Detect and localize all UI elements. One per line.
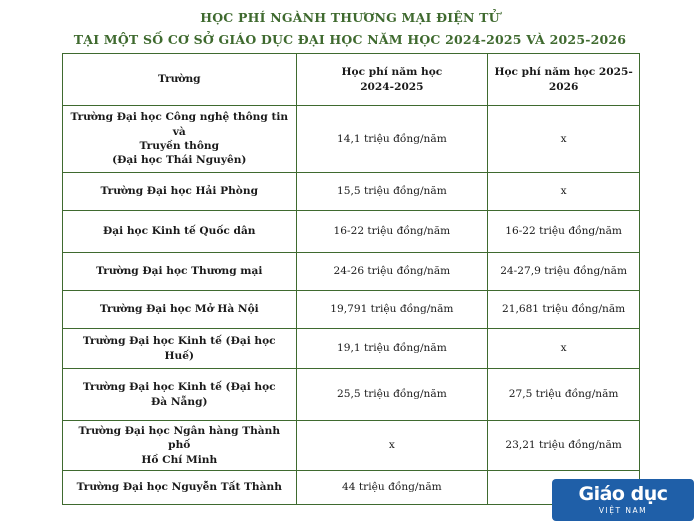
fee-2025-cell: 16-22 triệu đồng/năm [488, 211, 640, 253]
school-name-cell: Đại học Kinh tế Quốc dân [63, 211, 297, 253]
table-row [63, 211, 640, 253]
school-name-cell: Trường Đại học Công nghệ thông tin và Truyền thông (Đại học Thái Nguyên) [63, 106, 297, 173]
table-row [63, 329, 640, 369]
giaoduc-watermark-logo: Giáo dục VIỆT NAM [552, 479, 694, 521]
header-fee-2024: Học phí năm học 2024-2025 [296, 54, 488, 106]
header-school: Trường [63, 54, 297, 106]
fee-2024-cell: 44 triệu đồng/năm [296, 471, 488, 505]
fee-2024-cell: 19,1 triệu đồng/năm [296, 329, 488, 369]
fee-2024-cell: 16-22 triệu đồng/năm [296, 211, 488, 253]
school-name-cell: Trường Đại học Kinh tế (Đại học Huế) [63, 329, 297, 369]
fee-2025-cell: x [488, 106, 640, 173]
fee-2024-cell: 25,5 triệu đồng/năm [296, 369, 488, 421]
table-header-row [63, 54, 640, 106]
fee-2025-cell: 24-27,9 triệu đồng/năm [488, 253, 640, 291]
fee-table [62, 53, 640, 505]
fee-2025-cell: 21,681 triệu đồng/năm [488, 291, 640, 329]
fee-2025-cell: x [488, 173, 640, 211]
fee-2024-cell: x [296, 421, 488, 471]
fee-2024-cell: 24-26 triệu đồng/năm [296, 253, 488, 291]
school-name-cell: Trường Đại học Kinh tế (Đại học Đà Nẵng) [63, 369, 297, 421]
table-row [63, 369, 640, 421]
fee-2025-cell: 27,5 triệu đồng/năm [488, 369, 640, 421]
school-name-cell: Trường Đại học Mở Hà Nội [63, 291, 297, 329]
header-fee-2025: Học phí năm học 2025- 2026 [488, 54, 640, 106]
table-row [63, 253, 640, 291]
table-row [63, 106, 640, 173]
school-name-cell: Trường Đại học Nguyễn Tất Thành [63, 471, 297, 505]
table-row [63, 291, 640, 329]
school-name-cell: Trường Đại học Ngân hàng Thành phố Hồ Chí Minh [63, 421, 297, 471]
fee-2024-cell: 15,5 triệu đồng/năm [296, 173, 488, 211]
fee-2024-cell: 19,791 triệu đồng/năm [296, 291, 488, 329]
page-title: HỌC PHÍ NGÀNH THƯƠNG MẠI ĐIỆN TỬ [200, 10, 500, 25]
table-row [63, 173, 640, 211]
school-name-cell: Trường Đại học Hải Phòng [63, 173, 297, 211]
page-subtitle: TẠI MỘT SỐ CƠ SỞ GIÁO DỤC ĐẠI HỌC NĂM HỌC 2024-2025 VÀ 2025-2026 [73, 32, 627, 47]
fee-2025-cell: 23,21 triệu đồng/năm [488, 421, 640, 471]
table-row [63, 421, 640, 471]
fee-2024-cell: 14,1 triệu đồng/năm [296, 106, 488, 173]
fee-2025-cell: x [488, 329, 640, 369]
school-name-cell: Trường Đại học Thương mại [63, 253, 297, 291]
